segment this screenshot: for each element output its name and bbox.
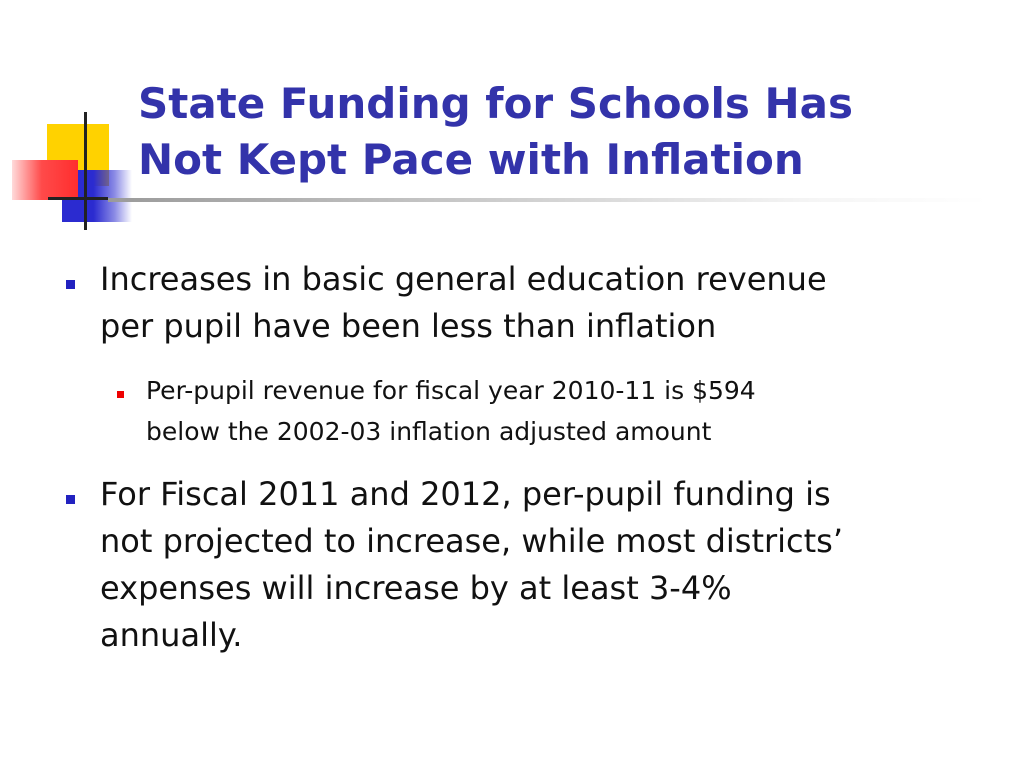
sub-bullet-item-1-line-2: below the 2002-03 inflation adjusted amount: [146, 417, 712, 446]
square-bullet-icon: [66, 495, 75, 504]
vertical-line-decoration: [84, 112, 87, 230]
sub-bullet-item-1: [146, 370, 1006, 452]
square-bullet-icon: [66, 280, 75, 289]
sub-bullet-item-1-line-1: Per-pupil revenue for fiscal year 2010-11 is $594: [146, 376, 756, 405]
slide-title-line-2: Not Kept Pace with Inflation: [138, 135, 804, 184]
square-bullet-icon: [117, 391, 124, 398]
bullet-item-1-line-2: per pupil have been less than inflation: [100, 307, 717, 345]
bullet-item-2-line-2: not projected to increase, while most districts’: [100, 522, 844, 560]
bullet-item-2: [100, 471, 1000, 659]
bullet-item-2-line-4: annually.: [100, 616, 243, 654]
horizontal-line-decoration: [48, 197, 108, 200]
bullet-item-2-line-1: For Fiscal 2011 and 2012, per-pupil funding is: [100, 475, 831, 513]
slide-title-line-1: State Funding for Schools Has: [138, 79, 854, 128]
bullet-item-2-line-3: expenses will increase by at least 3-4%: [100, 569, 732, 607]
red-bar-decoration: [12, 160, 78, 200]
slide-title: [138, 76, 998, 188]
bullet-item-1-line-1: Increases in basic general education revenue: [100, 260, 827, 298]
bullet-item-1: [100, 256, 1000, 350]
title-underline-rule: [108, 198, 988, 202]
